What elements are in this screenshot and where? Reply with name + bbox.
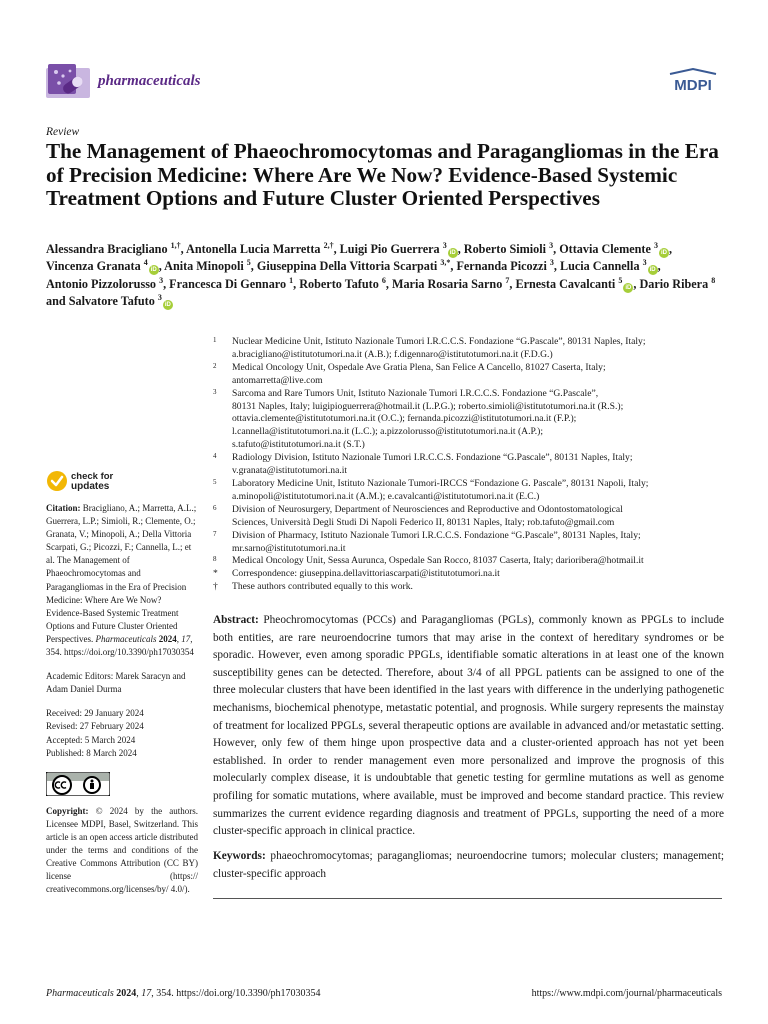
citation-doi[interactable]: , 354. https://doi.org/10.3390/ph17030354 [46,633,194,658]
author-affiliation-marker: 3,* [440,258,451,268]
footer-citation: Pharmaceuticals 2024, 17, 354. https://doi.org/10.3390/ph17030354 [46,988,321,999]
citation-year: 2024 [158,633,177,644]
affiliation-item [213,478,725,504]
sidebar [46,470,198,896]
author-affiliation-marker: 5 [246,258,251,268]
affiliation-line: Correspondence: giuseppina.dellavittoriascarpati@istitutotumori.na.it [232,568,500,580]
affiliation-line: mr.sarno@istitutotumori.na.it [232,542,346,554]
article-type: Review [46,126,80,138]
author-name: Salvatore Tafuto [68,293,155,308]
author-affiliation-marker: 3 [159,275,164,285]
footer-doi[interactable]: , 354. https://doi.org/10.3390/ph17030354 [151,988,321,999]
affiliation-line: antomarretta@live.com [232,374,323,386]
footer-journal: Pharmaceuticals [46,988,114,999]
citation-label: Citation: [46,503,81,513]
check-updates-icon [46,470,68,494]
orcid-icon[interactable]: iD [150,267,157,274]
mdpi-logo-icon[interactable] [664,68,722,98]
orcid-icon[interactable]: iD [449,250,456,256]
author-name: Dario Ribera [639,276,709,291]
affiliation-marker: 8 [213,555,217,564]
affiliation-marker: 5 [213,477,217,486]
section-divider [213,898,722,899]
affiliation-line: Division of Pharmacy, Istituto Nazionale Tumori I.R.C.C.S. Fondazione “G.Pascale”, 80131 Naples, Italy; [232,529,641,541]
orcid-icon[interactable]: iD [625,284,632,291]
author-affiliation-marker: 5 [618,275,623,285]
orcid-icon[interactable]: iD [164,301,171,308]
author-list: Alessandra Bracigliano $^{1,\dagger}$, Antonella Lucia Marretta $^{2,\dagger}$, Luigi Pio Guerrera $^3$iD , Roberto Simioli $^3$, Ottavia Clemente $^3$iD , Vincenza Granata $^4$iD , Anita Minopoli $^5$, Giuseppina Della Vittoria Scarpati $^{3,*}$, Fernanda Picozzi $^3$, Lucia Cannella $^3$iD , Antonio Pizzolorusso $^3$, Francesca Di Gennaro $^1$, Roberto Tafuto $^6$, Maria Rosaria Sarno $^7$, Ernesta Cavalcanti $^5$iD , Dario Ribera $^8$ and Salvatore Tafuto $^3$iD [46,240,716,308]
orcid-icon[interactable]: iD [649,267,656,274]
author-affiliation-marker: 1 [289,275,294,285]
author-affiliation-marker: 2,† [323,240,334,250]
author-conjunction: and [46,293,66,308]
author-affiliation-marker: 3 [157,292,162,302]
affiliation-item [213,362,725,388]
affiliation-line: Nuclear Medicine Unit, Istituto Nazionale Tumori I.R.C.C.S. Fondazione “G.Pascale”, 80131 Naples, Italy; [232,336,646,347]
author[interactable] [392,277,509,291]
author-name: Maria Rosaria Sarno [391,276,503,291]
header [46,62,722,106]
author[interactable] [46,277,163,291]
author-name: Antonio Pizzolorusso [46,276,157,291]
affiliation-line: Medical Oncology Unit, Ospedale Ave Gratia Plena, San Felice A Cancello, 81027 Caserta, Italy; [232,361,606,373]
author-affiliation-marker: 3 [642,258,647,268]
keywords [213,848,724,883]
affiliation-item [213,452,725,478]
author[interactable] [456,259,553,273]
affiliation-item [213,568,725,581]
author[interactable] [464,242,553,256]
citation-volume: 17 [181,633,191,644]
author[interactable] [299,277,386,291]
author-affiliation-marker: 8 [711,275,716,285]
cc-by-license-icon[interactable] [46,772,110,796]
author-name: Antonella Lucia Marretta [186,242,321,256]
affiliation-marker: † [213,581,218,593]
affiliation-line: Radiology Division, Istituto Nazionale Tumori I.R.C.C.S. Fondazione “G.Pascale”, 80131 Naples, Italy; [232,452,633,464]
author[interactable] [169,277,293,291]
author-affiliation-marker: 4 [143,258,148,268]
date-received: Received: 29 January 2024 [46,708,144,719]
author-name: Fernanda Picozzi [456,259,547,274]
check-updates-line1: check for [71,471,114,482]
author-name: Ernesta Cavalcanti [515,276,616,291]
check-updates-text [71,472,113,492]
affiliation-line: s.tafuto@istitutotumori.na.it (S.T.) [232,439,365,451]
author[interactable] [164,259,251,273]
keywords-text: phaeochromocytomas; paragangliomas; neuroendocrine tumors; molecular clusters; management; cluster-specific approach [213,850,724,880]
copyright-text: © 2024 by the authors. Licensee MDPI, Basel, Switzerland. This article is an open access article distributed under the terms and conditions of the Creative Commons Attribution (CC BY) license (https:// creativecommons.org/licenses/by/ 4.0/). [46,805,199,895]
affiliation-item [213,530,725,556]
check-for-updates-badge[interactable] [46,470,198,498]
author-affiliation-marker: 3 [442,240,447,250]
affiliation-line: Laboratory Medicine Unit, Istituto Nazionale Tumori-IRCCS “Fondazione G. Pascale”, 80131 Napoli, Italy; [232,477,649,489]
keywords-label: Keywords: [213,850,266,862]
author-name: Luigi Pio Guerrera [339,242,440,256]
author[interactable] [69,294,173,308]
author[interactable] [257,259,451,273]
affiliation-line: v.granata@istitutotumori.na.it [232,465,348,477]
author-affiliation-marker: 1,† [170,240,181,250]
affiliation-line: Medical Oncology Unit, Sessa Aurunca, Ospedale San Rocco, 81037 Caserta, Italy; darioribera@hotmail.it [232,555,644,567]
affiliation-marker: 7 [213,529,217,538]
affiliation-marker: 4 [213,452,217,461]
author-name: Lucia Cannella [559,259,640,274]
footer-journal-url[interactable]: https://www.mdpi.com/journal/pharmaceuticals [531,988,722,999]
author[interactable] [46,242,181,256]
affiliation-marker: 3 [213,387,217,396]
author-affiliation-marker: 6 [381,275,386,285]
affiliation-line: a.minopoli@istitutotumori.na.it (A.M.); e.cavalcanti@istitutotumori.na.it (E.C.) [232,490,540,502]
author-name: Ottavia Clemente [559,242,651,256]
author-name: Roberto Simioli [463,242,547,256]
affiliation-line: l.cannella@istitutotumori.na.it (L.C.); a.pizzolorusso@istitutotumori.na.it (A.P.); [232,426,544,438]
affiliation-line: 80131 Naples, Italy; luigipioguerrera@hotmail.it (L.P.G.); roberto.simioli@istitutotumori.na.it (R.S.); [232,400,624,412]
author[interactable] [560,259,658,273]
author-name: Francesca Di Gennaro [169,276,287,291]
affiliation-item [213,504,725,530]
journal-name[interactable]: pharmaceuticals [98,73,201,89]
author-name: Vincenza Granata [46,259,141,274]
affiliation-line: These authors contributed equally to this work. [232,581,413,593]
citation-journal: Pharmaceuticals [95,633,157,644]
affiliation-list [213,336,725,594]
orcid-icon[interactable]: iD [660,250,667,256]
copyright-label: Copyright: [46,805,89,816]
check-updates-line2: updates [71,481,110,492]
affiliation-item [213,336,725,362]
citation-block: Citation: Bracigliano, A.; Marretta, A.L.; Guerrera, L.P.; Simioli, R.; Clemente, O.; Granata, V.; Minopoli, A.; Della Vittoria Scarpati, G.; Picozzi, F.; Cannella, L.; et al. The Management of Phaeochromocytomas and Paragangliomas in the Era of Precision Medicine: Where Are We Now? Evidence-Based Systemic Treatment Options and Future Cluster Oriented Perspectives. Pharmaceuticals 2024, 17, 354. https://doi.org/10.3390/ph17030354 [46,503,197,658]
affiliation-item [213,388,725,453]
mdpi-logo-text: MDPI [674,77,712,94]
author-name: Roberto Tafuto [299,276,379,291]
article-title: The Management of Phaeochromocytomas and Paragangliomas in the Era of Precision Medicine: Where Are We Now? Evidence-Based Systemic Treatment Options and Future Cluster Oriented Perspectives [46,139,719,210]
affiliation-line: a.bracigliano@istitutotumori.na.it (A.B.); f.digennaro@istitutotumori.na.it (F.D.G.) [232,348,553,360]
affiliation-item [213,581,725,594]
footer-year: 2024 [116,988,137,999]
affiliation-marker: 6 [213,503,217,512]
author[interactable] [186,242,334,256]
abstract-label: Abstract: [213,614,259,626]
date-revised: Revised: 27 February 2024 [46,721,144,732]
author-name: Giuseppina Della Vittoria Scarpati [256,259,438,274]
author-name: Anita Minopoli [164,259,244,274]
affiliation-line: ottavia.clemente@istitutotumori.na.it (O.C.); fernanda.picozzi@istitutotumori.na.it (F.P.); [232,413,577,425]
publication-dates [46,707,198,759]
affiliation-item [213,555,725,568]
affiliation-marker: 2 [213,361,217,370]
author[interactable] [340,242,458,256]
affiliation-marker: * [213,568,218,580]
journal-logo-icon[interactable] [46,62,92,102]
copyright-notice [46,805,198,897]
date-accepted: Accepted: 5 March 2024 [46,734,136,745]
author-name: Alessandra Bracigliano [46,242,168,256]
author[interactable] [639,277,715,291]
citation-text: Bracigliano, A.; Marretta, A.L.; Guerrera, L.P.; Simioli, R.; Clemente, O.; Granata, V.; Minopoli, A.; Della Vittoria Scarpati, G.; Picozzi, F.; Cannella, L.; et al. The Management of Phaeochromocytomas and Paragangliomas in the Era of Precision Medicine: Where Are We Now? Evidence-Based Systemic Treatment Options and Future Cluster Oriented Perspectives. [46,503,197,644]
affiliation-line: Division of Neurosurgery, Department of Neurosciences and Reproductive and Odontostomatological [232,503,623,515]
footer-volume: 17 [141,988,152,999]
academic-editors: Academic Editors: Marek Saracyn and Adam Daniel Durma [46,671,186,695]
date-published: Published: 8 March 2024 [46,747,137,758]
affiliation-marker: 1 [213,336,217,344]
abstract [213,612,724,841]
author-affiliation-marker: 3 [549,258,554,268]
author[interactable] [559,242,669,256]
affiliation-line: Sarcoma and Rare Tumors Unit, Istituto Nazionale Tumori I.R.C.C.S. Fondazione “G.Pascale”, [232,387,599,399]
author-affiliation-marker: 3 [653,240,658,250]
abstract-text: Pheochromocytomas (PCCs) and Paragangliomas (PGLs), commonly known as PPGLs to include both entities, are rare neuroendocrine tumors that may arise in the context of hereditary syndromes or be sporadic. However, even among sporadic PPGLs, identifiable somatic alterations in at least one of the known susceptibility genes can be detected. Therefore, about 3/4 of all PPGL patients can be assigned to one of the three molecular clusters that have been identified in the last years with difference in the underlying pathogenetic mechanisms, biochemical phenotype, metastatic potential, and prognosis. While surgery represents the mainstay of treatment for localized PPGLs, several therapeutic options are available in advanced and/or metastatic setting. However, only few of them hinge upon prospective data and a cluster-oriented approach has not yet been established. In order to render management even more personalized and improve the prognosis of this molecularly complex disease, it is undoubtable that genetic testing for germline mutations as well as genome profiling for somatic mutations, where available, must be improved and become standard practice. This review summarizes the current evidence regarding diagnosis and treatment of PPGLs, supporting the need of a more cluster-specific approach in clinical practice. [213,614,725,838]
affiliation-line: Sciences, Università Degli Studi Di Napoli Federico II, 80131 Naples, Italy; rob.tafuto@gmail.com [232,516,615,528]
author-affiliation-marker: 3 [549,240,554,250]
author[interactable] [46,259,159,273]
author[interactable] [515,277,633,291]
author-affiliation-marker: 7 [505,275,510,285]
